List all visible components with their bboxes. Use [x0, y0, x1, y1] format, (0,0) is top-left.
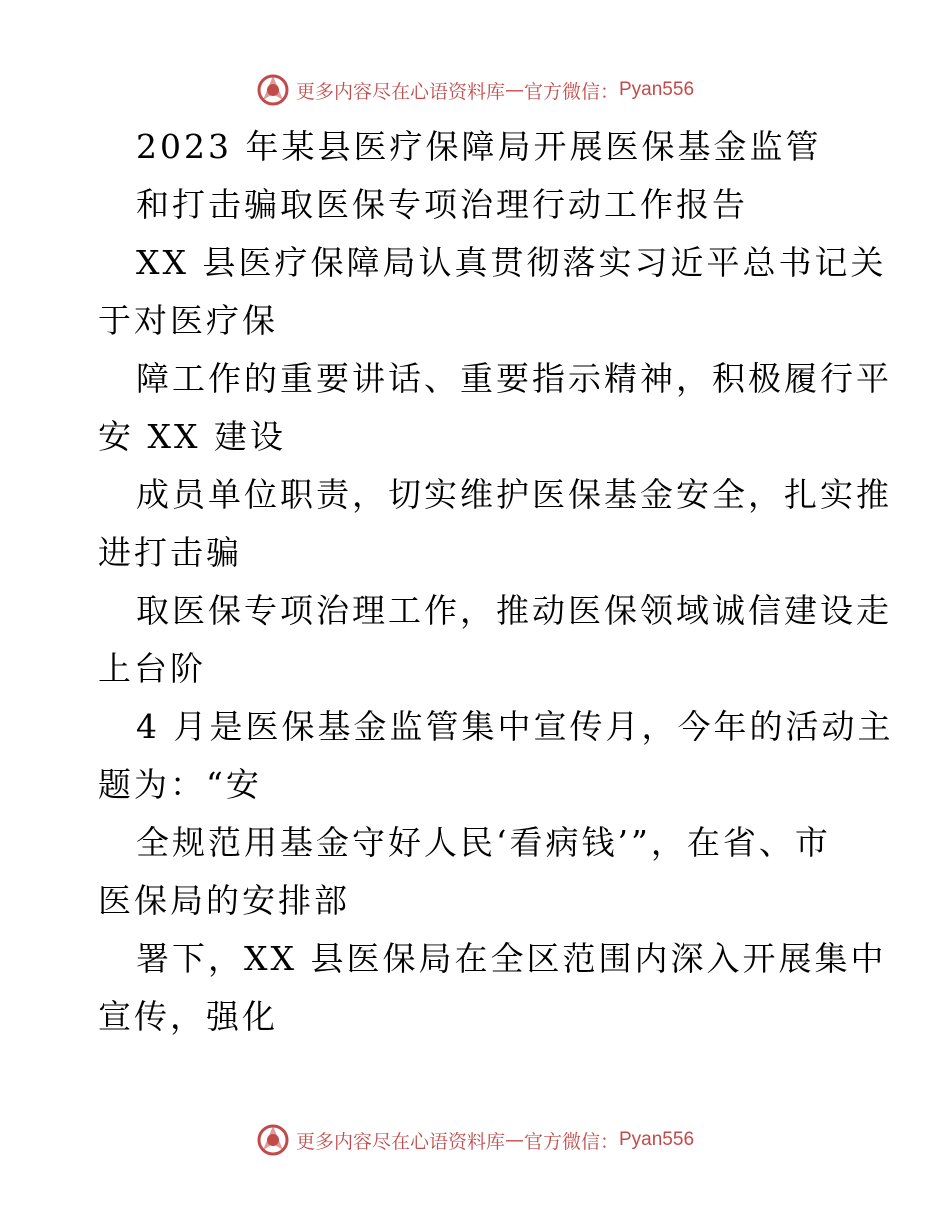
document-title-line-2: 和打击骗取医保专项治理行动工作报告: [136, 185, 748, 224]
paragraph-line: 署下，XX 县医保局在全区范围内深入开展集中: [136, 939, 887, 978]
watermark-wechat-id: Pyan556: [619, 1129, 695, 1150]
brand-logo-icon: [256, 1123, 290, 1157]
footer-watermark: [0, 1120, 950, 1160]
paragraph-line: 宣传，强化: [98, 997, 278, 1036]
paragraph-line: 取医保专项治理工作，推动医保领域诚信建设走: [136, 591, 892, 630]
document-title-line-1: 2023 年某县医疗保障局开展医保基金监管: [136, 127, 822, 166]
paragraph-line: XX 县医疗保障局认真贯彻落实习近平总书记关: [136, 243, 887, 282]
paragraph-line: 成员单位职责，切实维护医保基金安全，扎实推: [136, 475, 892, 514]
paragraph-line: 障工作的重要讲话、重要指示精神，积极履行平: [136, 359, 892, 398]
watermark-label: 官方微信：: [523, 80, 619, 103]
brand-logo-icon: [256, 73, 290, 107]
watermark-label: 官方微信：: [523, 1130, 619, 1153]
header-watermark: [0, 70, 950, 110]
paragraph-line: 进打击骗: [98, 533, 242, 572]
watermark-separator: —: [504, 79, 524, 101]
document-body: [98, 118, 894, 1046]
watermark-wechat-id: Pyan556: [619, 79, 695, 100]
paragraph-line: 于对医疗保: [98, 301, 278, 340]
paragraph-line: 题为：“安: [98, 765, 262, 804]
paragraph-line: 医保局的安排部: [98, 881, 350, 920]
paragraph-line: 上台阶: [98, 649, 206, 688]
watermark-brand-text: 更多内容尽在心语资料库: [295, 80, 505, 103]
paragraph-line: 安 XX 建设: [98, 417, 286, 456]
paragraph-line: 全规范用基金守好人民‘看病钱’”，在省、市: [136, 823, 831, 862]
watermark-brand-text: 更多内容尽在心语资料库: [295, 1130, 505, 1153]
watermark-separator: —: [504, 1129, 524, 1151]
paragraph-line: 4 月是医保基金监管集中宣传月，今年的活动主: [136, 707, 894, 746]
